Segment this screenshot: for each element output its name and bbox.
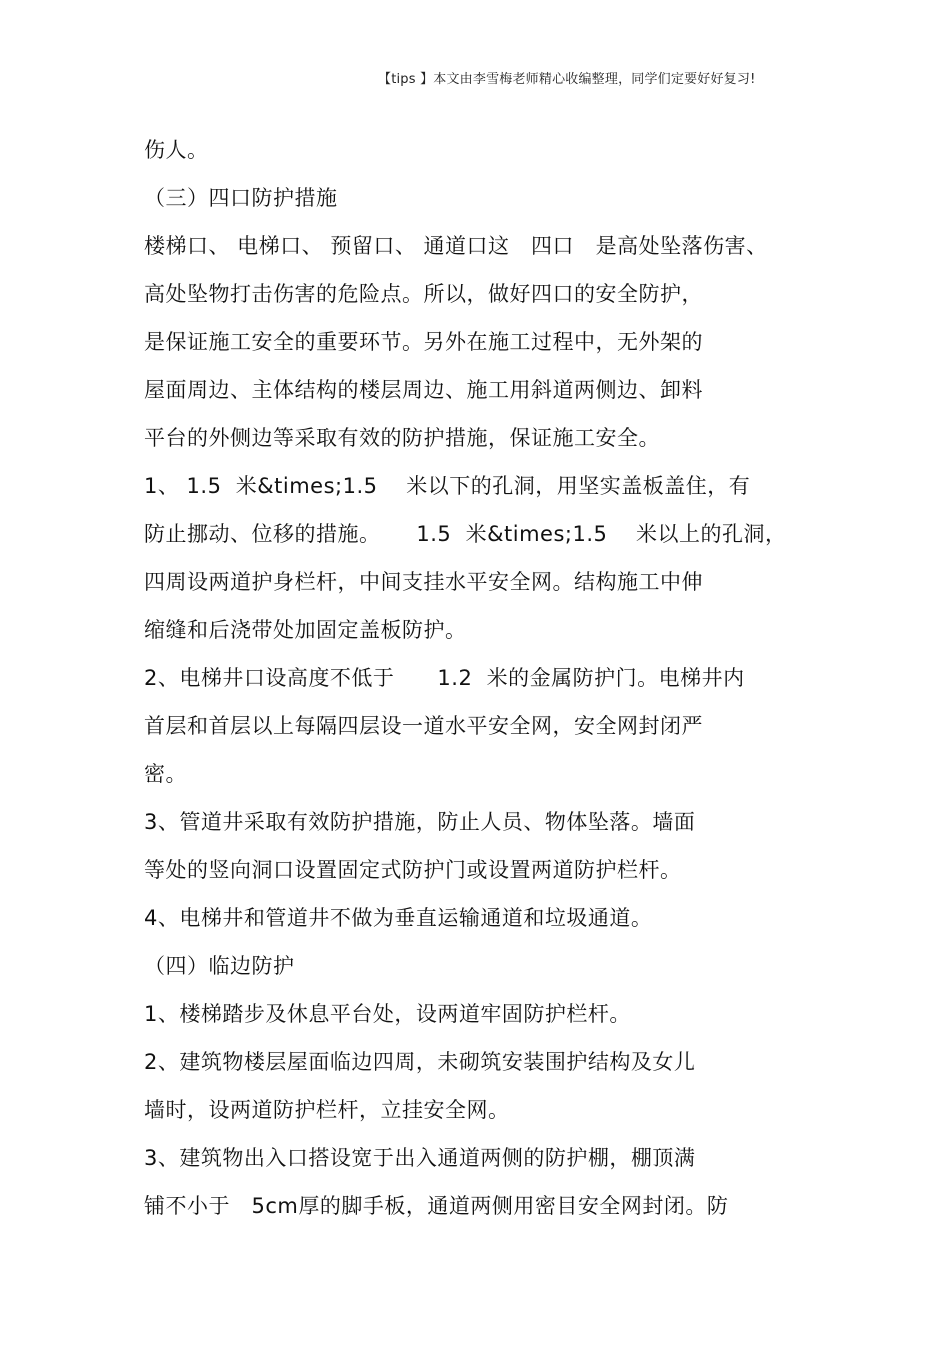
body-line: 四周设两道护身栏杆，中间支挂水平安全网。结构施工中伸 bbox=[144, 570, 703, 594]
body-line: 等处的竖向洞口设置固定式防护门或设置两道防护栏杆。 bbox=[144, 858, 682, 882]
body-line: 密。 bbox=[144, 762, 187, 786]
body-line: 铺不小于 5cm厚的脚手板，通道两侧用密目安全网封闭。防 bbox=[144, 1194, 729, 1218]
section-heading: （三）四口防护措施 bbox=[144, 186, 338, 210]
body-line: 缩缝和后浇带处加固定盖板防护。 bbox=[144, 618, 467, 642]
section-heading: （四）临边防护 bbox=[144, 954, 295, 978]
body-line: 3、管道井采取有效防护措施，防止人员、物体坠落。墙面 bbox=[144, 810, 696, 834]
body-line: 1、 1.5 米&times;1.5 米以下的孔洞，用坚实盖板盖住，有 bbox=[144, 474, 751, 498]
body-line: 2、电梯井口设高度不低于 1.2 米的金属防护门。电梯井内 bbox=[144, 666, 745, 690]
body-line: 伤人。 bbox=[144, 138, 209, 162]
body-line: 防止挪动、位移的措施。 1.5 米&times;1.5 米以上的孔洞， bbox=[144, 522, 787, 546]
body-line: 2、建筑物楼层屋面临边四周，未砌筑安装围护结构及女儿 bbox=[144, 1050, 696, 1074]
body-line: 楼梯口、 电梯口、 预留口、 通道口这 四口 是高处坠落伤害、 bbox=[144, 234, 768, 258]
header-tip-note: 【tips 】本文由李雪梅老师精心收编整理，同学们定要好好复习! bbox=[378, 72, 756, 87]
body-line: 4、电梯井和管道井不做为垂直运输通道和垃圾通道。 bbox=[144, 906, 653, 930]
body-line: 高处坠物打击伤害的危险点。所以，做好四口的安全防护， bbox=[144, 282, 703, 306]
body-line: 平台的外侧边等采取有效的防护措施，保证施工安全。 bbox=[144, 426, 660, 450]
body-line: 3、建筑物出入口搭设宽于出入通道两侧的防护棚，棚顶满 bbox=[144, 1146, 696, 1170]
body-line: 1、楼梯踏步及休息平台处，设两道牢固防护栏杆。 bbox=[144, 1002, 631, 1026]
document-body bbox=[144, 126, 944, 1230]
body-line: 首层和首层以上每隔四层设一道水平安全网，安全网封闭严 bbox=[144, 714, 703, 738]
body-line: 屋面周边、主体结构的楼层周边、施工用斜道两侧边、卸料 bbox=[144, 378, 703, 402]
body-line: 墙时，设两道防护栏杆，立挂安全网。 bbox=[144, 1098, 510, 1122]
body-line: 是保证施工安全的重要环节。另外在施工过程中，无外架的 bbox=[144, 330, 703, 354]
